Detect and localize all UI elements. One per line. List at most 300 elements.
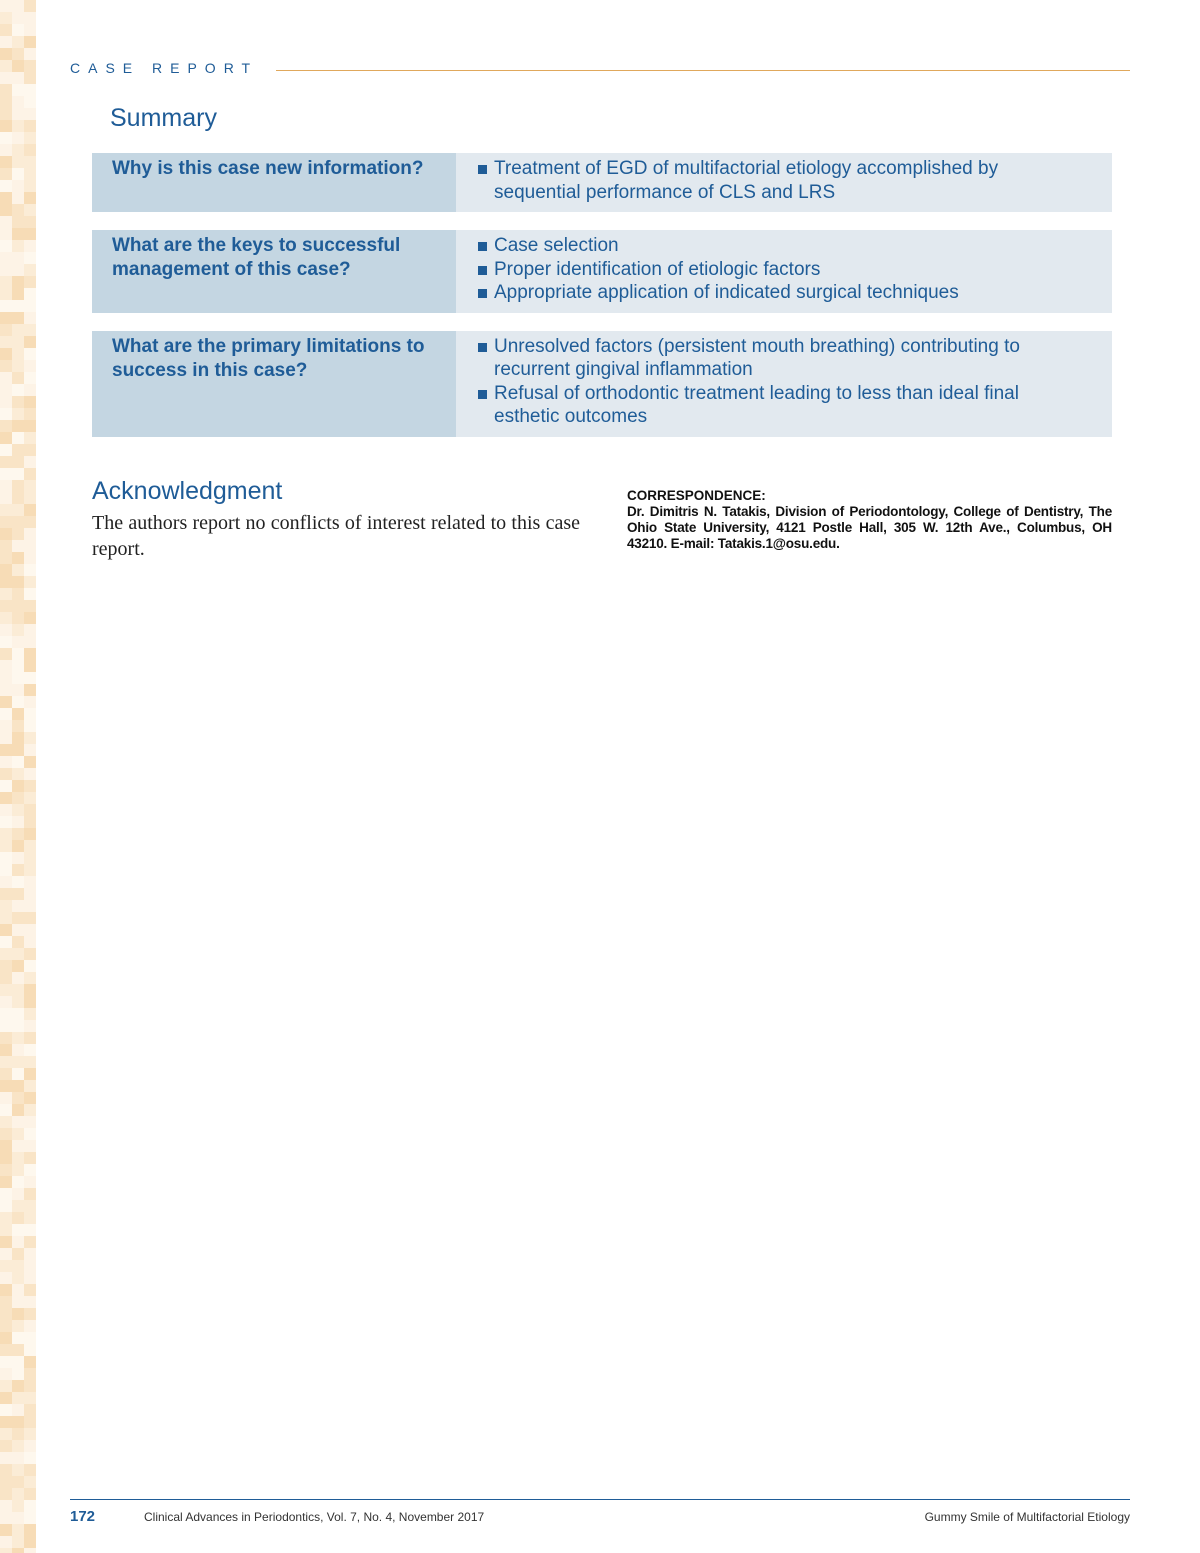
mosaic-tile — [0, 672, 12, 684]
mosaic-tile — [12, 456, 24, 468]
mosaic-tile — [24, 600, 36, 612]
mosaic-tile — [0, 1104, 12, 1116]
mosaic-tile — [12, 1200, 24, 1212]
mosaic-tile — [12, 1236, 24, 1248]
mosaic-tile — [12, 1224, 24, 1236]
mosaic-tile — [12, 408, 24, 420]
mosaic-tile — [12, 180, 24, 192]
mosaic-tile — [12, 1308, 24, 1320]
mosaic-tile — [0, 900, 12, 912]
mosaic-tile — [12, 900, 24, 912]
mosaic-tile — [24, 312, 36, 324]
mosaic-tile — [0, 264, 12, 276]
mosaic-tile — [0, 864, 12, 876]
mosaic-tile — [12, 612, 24, 624]
mosaic-tile — [24, 360, 36, 372]
mosaic-tile — [12, 1140, 24, 1152]
mosaic-tile — [24, 192, 36, 204]
mosaic-tile — [0, 588, 12, 600]
mosaic-tile — [0, 744, 12, 756]
mosaic-tile — [0, 816, 12, 828]
mosaic-tile — [12, 540, 24, 552]
mosaic-tile — [0, 1296, 12, 1308]
mosaic-tile — [24, 492, 36, 504]
mosaic-tile — [0, 276, 12, 288]
mosaic-tile — [12, 1080, 24, 1092]
mosaic-tile — [0, 288, 12, 300]
mosaic-tile — [24, 1128, 36, 1140]
answer-bullet: Case selection — [476, 234, 1072, 258]
mosaic-tile — [0, 72, 12, 84]
mosaic-tile — [0, 1536, 12, 1548]
mosaic-tile — [0, 1368, 12, 1380]
mosaic-tile — [12, 1476, 24, 1488]
mosaic-tile — [24, 48, 36, 60]
mosaic-tile — [0, 1176, 12, 1188]
mosaic-tile — [0, 168, 12, 180]
mosaic-tile — [24, 156, 36, 168]
mosaic-tile — [0, 756, 12, 768]
mosaic-tile — [0, 84, 12, 96]
mosaic-tile — [12, 660, 24, 672]
mosaic-tile — [0, 492, 12, 504]
mosaic-tile — [24, 1056, 36, 1068]
mosaic-tile — [12, 468, 24, 480]
mosaic-tile — [12, 252, 24, 264]
mosaic-tile — [0, 1320, 12, 1332]
mosaic-tile — [12, 1356, 24, 1368]
mosaic-tile — [24, 1512, 36, 1524]
correspondence-block — [627, 488, 1112, 552]
mosaic-tile — [0, 612, 12, 624]
page-number: 172 — [70, 1508, 96, 1525]
mosaic-tile — [0, 420, 12, 432]
mosaic-tile — [24, 1368, 36, 1380]
mosaic-tile — [0, 120, 12, 132]
mosaic-tile — [24, 720, 36, 732]
mosaic-tile — [24, 756, 36, 768]
journal-citation: Clinical Advances in Periodontics, Vol. 7, No. 4, November 2017 — [144, 1510, 485, 1524]
mosaic-tile — [12, 96, 24, 108]
mosaic-tile — [0, 480, 12, 492]
mosaic-tile — [0, 732, 12, 744]
mosaic-tile — [24, 204, 36, 216]
mosaic-tile — [24, 1032, 36, 1044]
mosaic-tile — [12, 1464, 24, 1476]
mosaic-tile — [0, 1392, 12, 1404]
mosaic-tile — [0, 216, 12, 228]
mosaic-tile — [0, 852, 12, 864]
mosaic-tile — [12, 1248, 24, 1260]
mosaic-tile — [24, 36, 36, 48]
mosaic-tile — [12, 0, 24, 12]
mosaic-tile — [24, 1200, 36, 1212]
mosaic-tile — [12, 1368, 24, 1380]
mosaic-tile — [24, 1344, 36, 1356]
mosaic-tile — [0, 648, 12, 660]
mosaic-tile — [0, 1452, 12, 1464]
mosaic-tile — [12, 672, 24, 684]
mosaic-tile — [0, 348, 12, 360]
mosaic-tile — [12, 1440, 24, 1452]
mosaic-tile — [24, 372, 36, 384]
mosaic-tile — [0, 0, 12, 12]
mosaic-tile — [24, 516, 36, 528]
mosaic-tile — [0, 1464, 12, 1476]
mosaic-tile — [12, 372, 24, 384]
mosaic-tile — [0, 1044, 12, 1056]
mosaic-tile — [12, 744, 24, 756]
mosaic-tile — [12, 840, 24, 852]
mosaic-tile — [12, 960, 24, 972]
mosaic-tile — [12, 1416, 24, 1428]
mosaic-tile — [12, 120, 24, 132]
mosaic-tile — [12, 912, 24, 924]
correspondence-body: Dr. Dimitris N. Tatakis, Division of Periodontology, College of Dentistry, The Ohio State University, 4121 Postle Hall, 305 W. 12th Ave., Columbus, OH 43210. E-mail: Tatakis.1@osu.edu. — [627, 504, 1112, 551]
mosaic-tile — [12, 444, 24, 456]
mosaic-tile — [24, 12, 36, 24]
mosaic-tile — [12, 1524, 24, 1536]
mosaic-tile — [24, 1332, 36, 1344]
mosaic-tile — [12, 792, 24, 804]
mosaic-tile — [0, 252, 12, 264]
mosaic-tile — [24, 180, 36, 192]
summary-question: What are the keys to successful management of this case? — [92, 230, 456, 313]
mosaic-tile — [24, 1320, 36, 1332]
mosaic-tile — [0, 1212, 12, 1224]
mosaic-tile — [24, 864, 36, 876]
mosaic-tile — [24, 276, 36, 288]
mosaic-tile — [12, 204, 24, 216]
mosaic-tile — [24, 252, 36, 264]
mosaic-tile — [12, 24, 24, 36]
mosaic-tile — [12, 1116, 24, 1128]
summary-question: What are the primary limitations to success in this case? — [92, 331, 456, 437]
mosaic-tile — [24, 708, 36, 720]
mosaic-tile — [12, 1332, 24, 1344]
mosaic-tile — [24, 300, 36, 312]
summary-answer — [456, 230, 1112, 313]
mosaic-tile — [24, 996, 36, 1008]
mosaic-tile — [0, 300, 12, 312]
mosaic-tile — [24, 1176, 36, 1188]
mosaic-tile — [24, 780, 36, 792]
mosaic-tile — [12, 1092, 24, 1104]
mosaic-tile — [0, 108, 12, 120]
mosaic-tile — [12, 480, 24, 492]
mosaic-tile — [0, 948, 12, 960]
mosaic-tile — [24, 624, 36, 636]
mosaic-tile — [24, 1272, 36, 1284]
mosaic-tile — [12, 348, 24, 360]
mosaic-tile — [0, 1080, 12, 1092]
mosaic-tile — [0, 1248, 12, 1260]
mosaic-tile — [0, 456, 12, 468]
mosaic-tile — [0, 924, 12, 936]
mosaic-tile — [24, 504, 36, 516]
mosaic-tile — [24, 588, 36, 600]
mosaic-tile — [24, 420, 36, 432]
mosaic-tile — [0, 684, 12, 696]
mosaic-tile — [0, 1188, 12, 1200]
mosaic-tile — [24, 828, 36, 840]
mosaic-tile — [12, 1320, 24, 1332]
mosaic-tile — [12, 888, 24, 900]
mosaic-tile — [24, 1224, 36, 1236]
mosaic-tile — [12, 360, 24, 372]
mosaic-tile — [12, 1020, 24, 1032]
mosaic-tile — [24, 660, 36, 672]
mosaic-tile — [12, 852, 24, 864]
mosaic-tile — [24, 792, 36, 804]
mosaic-tile — [24, 240, 36, 252]
mosaic-tile — [24, 936, 36, 948]
mosaic-tile — [0, 408, 12, 420]
mosaic-tile — [0, 1488, 12, 1500]
mosaic-tile — [12, 684, 24, 696]
mosaic-tile — [0, 1416, 12, 1428]
mosaic-tile — [0, 96, 12, 108]
mosaic-tile — [12, 1188, 24, 1200]
mosaic-tile — [24, 1068, 36, 1080]
mosaic-tile — [0, 384, 12, 396]
mosaic-tile — [0, 396, 12, 408]
mosaic-tile — [0, 1200, 12, 1212]
mosaic-tile — [0, 1500, 12, 1512]
mosaic-tile — [12, 876, 24, 888]
mosaic-tile — [24, 24, 36, 36]
mosaic-tile — [0, 12, 12, 24]
mosaic-tile — [24, 1548, 36, 1553]
summary-table — [92, 153, 1112, 455]
mosaic-tile — [24, 60, 36, 72]
mosaic-tile — [24, 948, 36, 960]
mosaic-tile — [24, 84, 36, 96]
section-header — [70, 60, 1130, 80]
mosaic-tile — [12, 1344, 24, 1356]
mosaic-tile — [12, 336, 24, 348]
mosaic-tile — [24, 744, 36, 756]
mosaic-tile — [12, 240, 24, 252]
mosaic-tile — [12, 636, 24, 648]
mosaic-tile — [0, 432, 12, 444]
mosaic-tile — [24, 228, 36, 240]
mosaic-tile — [0, 1092, 12, 1104]
mosaic-tile — [12, 432, 24, 444]
mosaic-tile — [24, 1416, 36, 1428]
mosaic-tile — [12, 1404, 24, 1416]
mosaic-tile — [0, 564, 12, 576]
mosaic-tile — [24, 1164, 36, 1176]
mosaic-tile — [12, 420, 24, 432]
mosaic-tile — [24, 432, 36, 444]
mosaic-tile — [12, 144, 24, 156]
mosaic-tile — [24, 1464, 36, 1476]
mosaic-tile — [0, 972, 12, 984]
mosaic-tile — [0, 1224, 12, 1236]
mosaic-tile — [12, 396, 24, 408]
mosaic-tile — [24, 1476, 36, 1488]
mosaic-tile — [24, 1080, 36, 1092]
summary-answer — [456, 331, 1112, 437]
mosaic-tile — [0, 1056, 12, 1068]
mosaic-tile — [0, 204, 12, 216]
mosaic-tile — [12, 600, 24, 612]
mosaic-tile — [12, 648, 24, 660]
mosaic-tile — [0, 1116, 12, 1128]
mosaic-tile — [0, 1332, 12, 1344]
mosaic-tile — [0, 192, 12, 204]
mosaic-tile — [12, 1212, 24, 1224]
mosaic-tile — [12, 1428, 24, 1440]
mosaic-tile — [12, 936, 24, 948]
mosaic-tile — [24, 876, 36, 888]
mosaic-tile — [12, 72, 24, 84]
mosaic-tile — [24, 1116, 36, 1128]
mosaic-tile — [24, 1044, 36, 1056]
mosaic-tile — [0, 660, 12, 672]
mosaic-tile — [0, 156, 12, 168]
mosaic-tile — [0, 1548, 12, 1553]
mosaic-tile — [12, 768, 24, 780]
mosaic-tile — [24, 1248, 36, 1260]
mosaic-tile — [24, 900, 36, 912]
mosaic-tile — [0, 1152, 12, 1164]
mosaic-tile — [0, 1272, 12, 1284]
mosaic-tile — [24, 1536, 36, 1548]
mosaic-tile — [0, 48, 12, 60]
mosaic-tile — [0, 504, 12, 516]
mosaic-tile — [12, 1452, 24, 1464]
mosaic-tile — [0, 144, 12, 156]
mosaic-tile — [24, 1452, 36, 1464]
mosaic-tile — [12, 1500, 24, 1512]
mosaic-tile — [0, 1140, 12, 1152]
answer-bullet: Treatment of EGD of multifactorial etiology accomplished by sequential performance of CLS and LRS — [476, 157, 1072, 204]
mosaic-tile — [12, 972, 24, 984]
mosaic-tile — [24, 1152, 36, 1164]
mosaic-tile — [24, 528, 36, 540]
mosaic-tile — [12, 192, 24, 204]
mosaic-tile — [24, 108, 36, 120]
mosaic-tile — [12, 1164, 24, 1176]
mosaic-tile — [24, 408, 36, 420]
mosaic-tile — [0, 912, 12, 924]
mosaic-tile — [0, 840, 12, 852]
mosaic-tile — [12, 1536, 24, 1548]
mosaic-tile — [0, 360, 12, 372]
mosaic-tile — [12, 228, 24, 240]
mosaic-tile — [12, 528, 24, 540]
decorative-mosaic-border — [0, 0, 36, 1553]
mosaic-tile — [0, 708, 12, 720]
mosaic-tile — [12, 384, 24, 396]
mosaic-tile — [0, 228, 12, 240]
mosaic-tile — [0, 312, 12, 324]
mosaic-tile — [24, 1440, 36, 1452]
mosaic-tile — [12, 1044, 24, 1056]
mosaic-tile — [0, 996, 12, 1008]
mosaic-tile — [0, 876, 12, 888]
mosaic-tile — [12, 1392, 24, 1404]
mosaic-tile — [0, 1356, 12, 1368]
mosaic-tile — [24, 576, 36, 588]
mosaic-tile — [24, 552, 36, 564]
page-footer — [70, 1510, 1130, 1530]
mosaic-tile — [0, 1380, 12, 1392]
mosaic-tile — [12, 504, 24, 516]
running-title: Gummy Smile of Multifactorial Etiology — [924, 1510, 1130, 1524]
mosaic-tile — [24, 348, 36, 360]
answer-bullet: Refusal of orthodontic treatment leading to less than ideal final esthetic outcomes — [476, 382, 1072, 429]
mosaic-tile — [0, 1284, 12, 1296]
mosaic-tile — [24, 1392, 36, 1404]
mosaic-tile — [12, 168, 24, 180]
mosaic-tile — [12, 1104, 24, 1116]
mosaic-tile — [0, 792, 12, 804]
mosaic-tile — [24, 672, 36, 684]
mosaic-tile — [12, 564, 24, 576]
summary-row — [92, 153, 1112, 212]
mosaic-tile — [0, 1440, 12, 1452]
mosaic-tile — [12, 1152, 24, 1164]
mosaic-tile — [24, 1524, 36, 1536]
mosaic-tile — [24, 1188, 36, 1200]
mosaic-tile — [24, 120, 36, 132]
mosaic-tile — [24, 72, 36, 84]
acknowledgment-title: Acknowledgment — [92, 477, 283, 505]
mosaic-tile — [0, 828, 12, 840]
mosaic-tile — [24, 768, 36, 780]
mosaic-tile — [12, 1128, 24, 1140]
mosaic-tile — [0, 240, 12, 252]
mosaic-tile — [24, 960, 36, 972]
mosaic-tile — [24, 924, 36, 936]
mosaic-tile — [12, 324, 24, 336]
mosaic-tile — [0, 1512, 12, 1524]
mosaic-tile — [0, 624, 12, 636]
mosaic-tile — [24, 1092, 36, 1104]
mosaic-tile — [24, 480, 36, 492]
mosaic-tile — [24, 984, 36, 996]
mosaic-tile — [12, 216, 24, 228]
mosaic-tile — [0, 516, 12, 528]
mosaic-tile — [12, 1068, 24, 1080]
mosaic-tile — [0, 1068, 12, 1080]
mosaic-tile — [0, 36, 12, 48]
mosaic-tile — [12, 288, 24, 300]
mosaic-tile — [0, 132, 12, 144]
mosaic-tile — [0, 984, 12, 996]
correspondence-heading: CORRESPONDENCE: — [627, 488, 766, 503]
mosaic-tile — [24, 1104, 36, 1116]
mosaic-tile — [24, 144, 36, 156]
mosaic-tile — [24, 324, 36, 336]
mosaic-tile — [0, 528, 12, 540]
mosaic-tile — [12, 48, 24, 60]
mosaic-tile — [12, 300, 24, 312]
mosaic-tile — [0, 540, 12, 552]
mosaic-tile — [12, 732, 24, 744]
mosaic-tile — [0, 60, 12, 72]
mosaic-tile — [0, 324, 12, 336]
footer-rule — [70, 1499, 1130, 1500]
mosaic-tile — [24, 648, 36, 660]
mosaic-tile — [12, 132, 24, 144]
answer-bullet: Proper identification of etiologic factors — [476, 258, 1072, 282]
mosaic-tile — [0, 804, 12, 816]
mosaic-tile — [12, 948, 24, 960]
